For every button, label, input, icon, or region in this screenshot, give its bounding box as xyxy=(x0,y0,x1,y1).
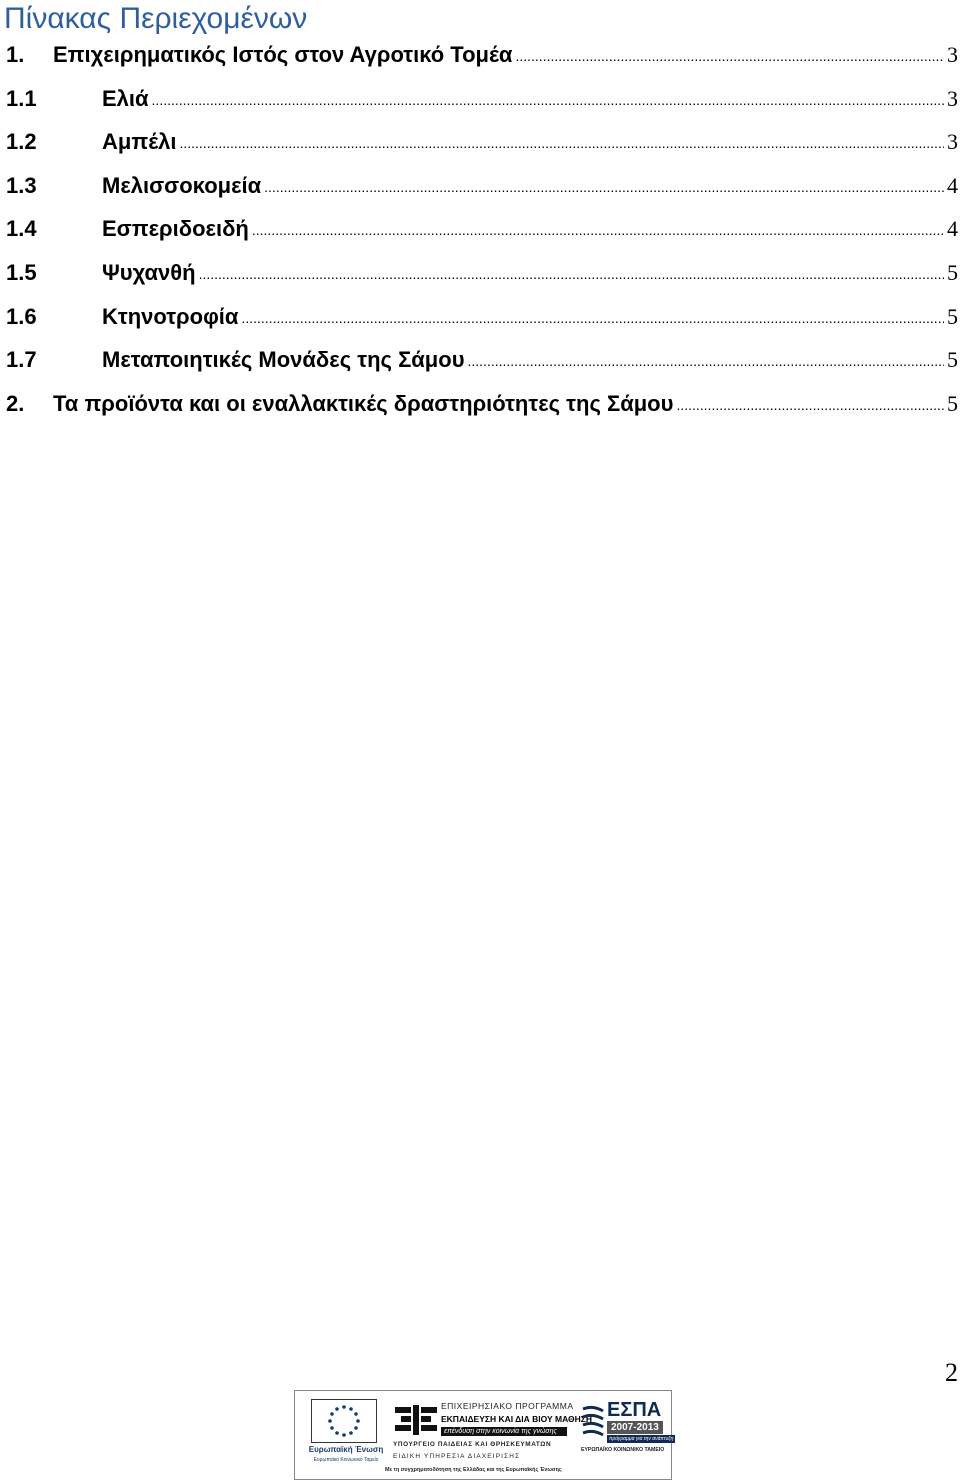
toc-entry-page: 5 xyxy=(947,390,958,416)
toc-entry-number: 1. xyxy=(6,42,25,67)
dot-leader xyxy=(468,346,945,372)
toc-entry-1-5[interactable] xyxy=(6,260,958,304)
toc-entry-title: Μελισσοκομεία xyxy=(102,172,262,198)
toc-entry-page: 3 xyxy=(947,42,958,67)
espa-fund-label: ΕΥΡΩΠΑΪΚΟ ΚΟΙΝΩΝΙΚΟ ΤΑΜΕΙΟ xyxy=(581,1447,665,1453)
toc-entry-number: 1.7 xyxy=(6,347,37,373)
toc-entry-title: Κτηνοτροφία xyxy=(102,303,239,329)
toc-entry-title: Εσπεριδοειδή xyxy=(102,216,249,242)
toc-entry-page: 3 xyxy=(947,85,958,111)
ministry-label: ΥΠΟΥΡΓΕΙΟ ΠΑΙΔΕΙΑΣ ΚΑΙ ΘΡΗΣΚΕΥΜΑΤΩΝ xyxy=(393,1441,552,1448)
eu-caption: Ευρωπαϊκή Ένωση xyxy=(308,1445,384,1454)
toc-entry-page: 5 xyxy=(947,347,958,373)
toc-entry-1-4[interactable] xyxy=(6,216,958,260)
cofunding-note: Με τη συγχρηματοδότηση της Ελλάδας και της Ευρωπαϊκής Ένωσης xyxy=(385,1467,562,1473)
eu-stars-icon xyxy=(312,1400,376,1442)
toc-entry-page: 5 xyxy=(947,303,958,329)
toc-entry-page: 5 xyxy=(947,259,958,285)
toc-entry-number: 1.4 xyxy=(6,216,37,242)
eu-subcaption: Ευρωπαϊκό Κοινωνικό Ταμείο xyxy=(313,1457,379,1463)
espa-slogan: πρόγραμμα για την ανάπτυξη xyxy=(609,1436,674,1442)
dot-leader xyxy=(179,128,944,154)
espa-years: 2007-2013 xyxy=(607,1421,663,1434)
toc-entry-number: 1.6 xyxy=(6,303,37,329)
funding-logo-strip xyxy=(294,1390,672,1480)
agency-label: ΕΙΔΙΚΗ ΥΠΗΡΕΣΙΑ ΔΙΑΧΕΙΡΙΣΗΣ xyxy=(393,1453,521,1460)
table-of-contents xyxy=(6,42,958,434)
toc-entry-1[interactable] xyxy=(6,42,958,86)
toc-entry-page: 3 xyxy=(947,129,958,155)
dot-leader xyxy=(264,172,944,198)
eu-flag-icon xyxy=(311,1399,377,1443)
toc-entry-1-2[interactable] xyxy=(6,129,958,173)
dot-leader xyxy=(152,85,944,111)
operational-programme-logo xyxy=(391,1397,593,1457)
toc-entry-title: Επιχειρηματικός Ιστός στον Αγροτικό Τομέα xyxy=(53,42,513,67)
dot-leader xyxy=(252,215,944,241)
espa-stripes-icon xyxy=(581,1403,605,1443)
toc-entry-1-6[interactable] xyxy=(6,304,958,348)
programme-emblem-icon xyxy=(395,1403,437,1437)
toc-entry-number: 1.1 xyxy=(6,85,37,111)
toc-entry-title: Ψυχανθή xyxy=(102,259,196,285)
eu-logo xyxy=(303,1397,383,1473)
toc-entry-title: Τα προϊόντα και οι εναλλακτικές δραστηριότητες της Σάμου xyxy=(53,390,674,416)
toc-entry-number: 1.5 xyxy=(6,259,37,285)
toc-entry-page: 4 xyxy=(947,216,958,242)
toc-heading: Πίνακας Περιεχομένων xyxy=(4,2,308,35)
programme-slogan: επένδυση στην κοινωνία της γνώσης xyxy=(441,1427,567,1436)
toc-entry-1-7[interactable] xyxy=(6,347,958,391)
toc-entry-number: 1.3 xyxy=(6,172,37,198)
dot-leader xyxy=(676,390,944,416)
espa-logo xyxy=(581,1397,674,1467)
toc-entry-number: 1.2 xyxy=(6,129,37,155)
toc-entry-title: Ελιά xyxy=(102,85,149,111)
programme-line-1: ΕΠΙΧΕΙΡΗΣΙΑΚΟ ΠΡΟΓΡΑΜΜΑ xyxy=(441,1401,574,1411)
espa-title: ΕΣΠΑ xyxy=(607,1399,662,1421)
toc-entry-1-3[interactable] xyxy=(6,173,958,217)
toc-entry-title: Αμπέλι xyxy=(102,129,177,155)
dot-leader xyxy=(515,41,944,67)
toc-entry-number: 2. xyxy=(6,390,25,416)
toc-entry-page: 4 xyxy=(947,172,958,198)
programme-line-2: ΕΚΠΑΙΔΕΥΣΗ ΚΑΙ ΔΙΑ ΒΙΟΥ ΜΑΘΗΣΗ xyxy=(441,1414,593,1424)
toc-entry-title: Μεταποιητικές Μονάδες της Σάμου xyxy=(102,347,465,373)
toc-entry-2[interactable] xyxy=(6,391,958,435)
dot-leader xyxy=(199,259,944,285)
page-number: 2 xyxy=(945,1358,958,1387)
dot-leader xyxy=(241,303,944,329)
toc-entry-1-1[interactable] xyxy=(6,86,958,130)
